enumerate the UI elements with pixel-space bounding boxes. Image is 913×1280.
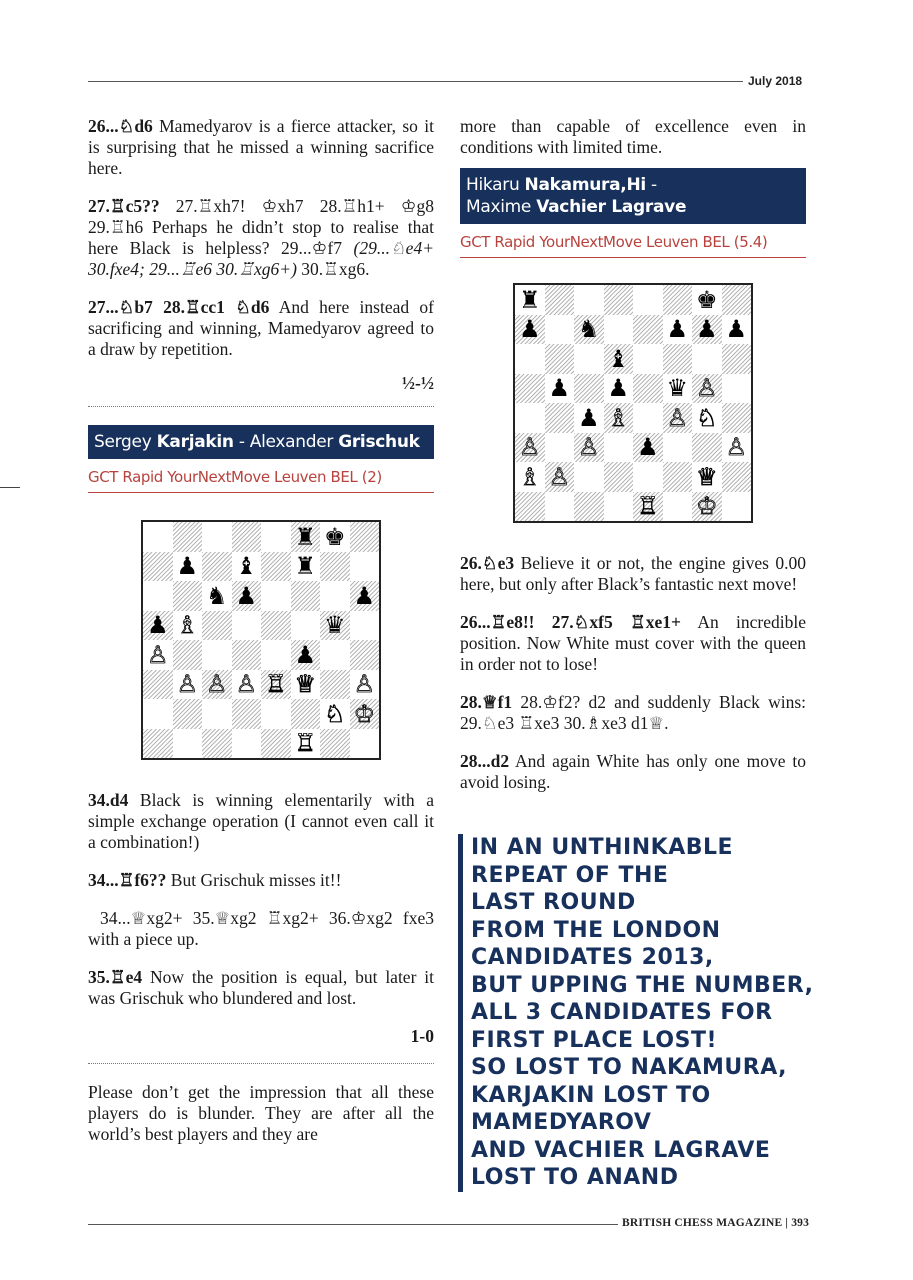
board-square (663, 285, 693, 315)
board-square (604, 433, 634, 463)
board-square (604, 403, 634, 433)
left-column (88, 116, 434, 1162)
board-square (545, 374, 575, 404)
board-square (202, 552, 232, 582)
board-square (320, 699, 350, 729)
board-square (633, 285, 663, 315)
black-pawn-icon: ♟ (176, 552, 198, 581)
pull-quote-line: IN AN UNTHINKABLE (471, 835, 734, 860)
board-square (515, 374, 545, 404)
board-square (574, 315, 604, 345)
dotted-divider (88, 406, 434, 407)
margin-tick (0, 487, 20, 488)
white-knight-icon: ♘ (323, 699, 346, 728)
white-bishop-icon: ♗ (518, 462, 541, 491)
board-square (202, 729, 232, 759)
black-pawn-icon: ♟ (607, 374, 629, 403)
board-square (173, 552, 203, 582)
board-square (722, 403, 752, 433)
black-pawn-icon: ♟ (666, 315, 688, 344)
board-square (232, 552, 262, 582)
board-square (143, 729, 173, 759)
pull-quote-line: AND VACHIER LAGRAVE (471, 1137, 771, 1163)
white-pawn-icon: ♙ (548, 462, 570, 491)
paragraph: 27...♘b7 28.♖cc1 ♘d6 And here instead of sacrificing and winning, Mamedyarov agreed to a draw by repetition. (88, 297, 434, 359)
board-square (261, 522, 291, 552)
board-square (545, 403, 575, 433)
board-square (320, 670, 350, 700)
board-square (320, 729, 350, 759)
board-square (320, 552, 350, 582)
board-square (320, 640, 350, 670)
black-pawn-icon: ♟ (294, 640, 316, 669)
board-square (232, 581, 262, 611)
pull-quote-line: REPEAT OF THE (471, 862, 669, 888)
board-square (291, 640, 321, 670)
board-square (261, 552, 291, 582)
board-square (232, 729, 262, 759)
board-square (722, 462, 752, 492)
right-column (460, 116, 806, 810)
pull-quote-line: LOST TO ANAND (471, 1165, 679, 1190)
game-result: ½-½ (401, 373, 434, 393)
board-square (350, 729, 380, 759)
white-rook-icon: ♖ (294, 729, 316, 758)
black-rook-icon: ♜ (518, 285, 541, 314)
board-square (604, 492, 634, 522)
game-header: Hikaru Nakamura,Hi - Maxime Vachier Lagrave (460, 168, 806, 224)
board-square (515, 433, 545, 463)
board-square (692, 433, 722, 463)
black-queen-icon: ♛ (666, 374, 688, 403)
board-square (350, 670, 380, 700)
board-square (604, 344, 634, 374)
board-square (663, 492, 693, 522)
board-square (232, 522, 262, 552)
paragraph: 34...♕xg2+ 35.♕xg2 ♖xg2+ 36.♔xg2 fxe3 with a piece up. (88, 908, 434, 949)
board-square (692, 315, 722, 345)
pull-quote-line: MAMEDYAROV (471, 1110, 652, 1135)
pull-quote-line: BUT UPPING THE NUMBER, (471, 972, 814, 998)
board-square (173, 522, 203, 552)
board-square (692, 403, 722, 433)
board-square (545, 492, 575, 522)
board-square (261, 640, 291, 670)
board-square (545, 344, 575, 374)
game-event: GCT Rapid YourNextMove Leuven BEL (5.4) (460, 224, 806, 258)
board-square (692, 462, 722, 492)
pull-quote-line: LAST ROUND (471, 890, 636, 915)
board-square (143, 522, 173, 552)
pull-quote-line: FIRST PLACE LOST! (471, 1027, 717, 1053)
board-square (515, 492, 545, 522)
paragraph: 26...♘d6 Mamedyarov is a fierce attacker, so it is surprising that he missed a winning sacrifice here. (88, 116, 434, 178)
board-square (633, 492, 663, 522)
board-square (320, 522, 350, 552)
board-square (574, 462, 604, 492)
white-king-icon: ♔ (695, 492, 718, 521)
board-square (143, 640, 173, 670)
board-square (291, 552, 321, 582)
paragraph: 26...♖e8!! 27.♘xf5 ♖xe1+ An incredible position. Now White must cover with the queen in order not to lose! (460, 612, 807, 674)
board-square (692, 492, 722, 522)
paragraph: 35.♖e4 Now the position is equal, but later it was Grischuk who blundered and lost. (88, 967, 434, 1008)
board-square (350, 640, 380, 670)
chess-board-karjakin-grischuk (141, 520, 381, 760)
pull-quote (458, 834, 816, 1192)
board-square (722, 344, 752, 374)
white-pawn-icon: ♙ (205, 670, 228, 699)
white-pawn-icon: ♙ (176, 670, 198, 699)
board-square (692, 374, 722, 404)
board-square (350, 699, 380, 729)
board-square (722, 492, 752, 522)
paragraph: 27.♖c5?? 27.♖xh7! ♔xh7 28.♖h1+ ♔g8 29.♖h6 Perhaps he didn’t stop to realise that here Black is helpless? 29...♔f7 (29...♘e4+ 30.fxe4; 29...♖e6 30.♖xg6+) 30.♖xg6. (88, 196, 434, 279)
white-bishop-icon: ♗ (176, 611, 198, 640)
board-square (350, 552, 380, 582)
board-square (663, 462, 693, 492)
white-queen-icon: ♕ (294, 670, 316, 699)
board-square (291, 670, 321, 700)
board-square (545, 462, 575, 492)
paragraph: 28.♕f1 28.♔f2? d2 and suddenly Black wins: 29.♘e3 ♖xe3 30.♗xe3 d1♕. (460, 692, 806, 733)
white-pawn-icon: ♙ (518, 433, 541, 462)
board-square (173, 640, 203, 670)
board-square (291, 522, 321, 552)
board-square (143, 699, 173, 729)
game-result: 1-0 (410, 1026, 434, 1046)
board-square (232, 699, 262, 729)
board-square (350, 522, 380, 552)
board-square (692, 285, 722, 315)
board-square (722, 315, 752, 345)
board-square (515, 285, 545, 315)
board-square (173, 581, 203, 611)
black-pawn-icon: ♟ (518, 315, 541, 344)
board-square (202, 611, 232, 641)
black-rook-icon: ♜ (294, 552, 316, 581)
white-pawn-icon: ♙ (235, 670, 257, 699)
board-square (202, 640, 232, 670)
white-king-icon: ♔ (353, 699, 375, 728)
board-square (291, 699, 321, 729)
board-square (633, 315, 663, 345)
board-square (202, 522, 232, 552)
black-queen-icon: ♛ (323, 611, 346, 640)
board-square (173, 611, 203, 641)
black-pawn-icon: ♟ (146, 611, 169, 640)
paragraph: 26.♘e3 Believe it or not, the engine gives 0.00 here, but only after Black’s fantastic next move! (460, 553, 806, 594)
board-square (202, 581, 232, 611)
header-rule (88, 81, 743, 82)
white-pawn-icon: ♙ (577, 433, 600, 462)
white-rook-icon: ♖ (636, 492, 659, 521)
board-square (574, 374, 604, 404)
board-square (633, 403, 663, 433)
board-square (633, 374, 663, 404)
paragraph: 34...♖f6?? But Grischuk misses it!! (88, 870, 342, 890)
black-bishop-icon: ♝ (235, 552, 257, 581)
board-square (291, 729, 321, 759)
paragraph: 28...d2 And again White has only one move to avoid losing. (460, 751, 806, 792)
black-pawn-icon: ♟ (577, 403, 600, 432)
footer-rule (88, 1224, 618, 1225)
paragraph: 34.d4 Black is winning elementarily with a simple exchange operation (I cannot even call it a combination!) (88, 790, 434, 852)
black-pawn-icon: ♟ (725, 315, 747, 344)
board-square (173, 699, 203, 729)
dotted-divider (88, 1063, 434, 1064)
paragraph: Please don’t get the impression that all these players do is blunder. They are after all the world’s best players and they are (88, 1082, 434, 1144)
board-square (261, 611, 291, 641)
board-square (232, 611, 262, 641)
board-square (722, 433, 752, 463)
white-pawn-icon: ♙ (695, 374, 718, 403)
white-pawn-icon: ♙ (666, 403, 688, 432)
board-square (261, 670, 291, 700)
game-header: Sergey Karjakin - Alexander Grischuk (88, 425, 434, 459)
board-square (515, 315, 545, 345)
board-square (604, 462, 634, 492)
board-square (143, 611, 173, 641)
page-footer: BRITISH CHESS MAGAZINE | 393 (622, 1217, 810, 1229)
board-square (320, 611, 350, 641)
pull-quote-line: SO LOST TO NAKAMURA, (471, 1055, 788, 1080)
board-square (350, 611, 380, 641)
board-square (633, 433, 663, 463)
board-square (604, 285, 634, 315)
board-square (545, 315, 575, 345)
board-square (143, 581, 173, 611)
board-square (515, 462, 545, 492)
board-square (261, 581, 291, 611)
board-square (663, 374, 693, 404)
board-square (173, 670, 203, 700)
board-square (291, 611, 321, 641)
board-square (722, 285, 752, 315)
board-square (692, 344, 722, 374)
board-square (604, 315, 634, 345)
black-knight-icon: ♞ (577, 315, 600, 344)
black-knight-icon: ♞ (205, 581, 228, 610)
white-queen-icon: ♕ (695, 462, 718, 491)
pull-quote-line: KARJAKIN LOST TO (471, 1082, 711, 1108)
pull-quote-line: ALL 3 CANDIDATES FOR (471, 1000, 773, 1025)
board-square (515, 403, 545, 433)
board-square (232, 640, 262, 670)
black-king-icon: ♚ (323, 522, 346, 551)
board-square (143, 670, 173, 700)
white-pawn-icon: ♙ (146, 640, 169, 669)
board-square (232, 670, 262, 700)
black-king-icon: ♚ (695, 285, 718, 314)
board-square (320, 581, 350, 611)
chess-board-nakamura-vachier (513, 283, 753, 523)
board-square (515, 344, 545, 374)
board-square (663, 433, 693, 463)
paragraph: more than capable of excellence even in conditions with limited time. (460, 116, 806, 157)
board-square (545, 433, 575, 463)
board-square (574, 433, 604, 463)
black-pawn-icon: ♟ (695, 315, 718, 344)
white-pawn-icon: ♙ (725, 433, 747, 462)
board-square (173, 729, 203, 759)
board-square (574, 344, 604, 374)
board-square (143, 552, 173, 582)
board-square (663, 403, 693, 433)
white-pawn-icon: ♙ (353, 670, 375, 699)
board-square (291, 581, 321, 611)
game-event: GCT Rapid YourNextMove Leuven BEL (2) (88, 459, 434, 493)
black-pawn-icon: ♟ (235, 581, 257, 610)
black-bishop-icon: ♝ (607, 344, 629, 373)
issue-date: July 2018 (748, 74, 803, 88)
black-rook-icon: ♜ (294, 522, 316, 551)
white-rook-icon: ♖ (264, 670, 287, 699)
board-grid (515, 285, 751, 521)
board-square (202, 699, 232, 729)
board-square (261, 729, 291, 759)
board-square (722, 374, 752, 404)
board-square (350, 581, 380, 611)
board-square (663, 315, 693, 345)
board-square (604, 374, 634, 404)
board-square (574, 403, 604, 433)
black-pawn-icon: ♟ (353, 581, 375, 610)
board-square (574, 492, 604, 522)
board-square (545, 285, 575, 315)
black-pawn-icon: ♟ (636, 433, 659, 462)
board-square (633, 344, 663, 374)
board-square (574, 285, 604, 315)
board-grid (143, 522, 379, 758)
board-square (261, 699, 291, 729)
black-pawn-icon: ♟ (548, 374, 570, 403)
pull-quote-line: FROM THE LONDON (471, 917, 721, 943)
board-square (202, 670, 232, 700)
board-square (663, 344, 693, 374)
board-square (633, 462, 663, 492)
white-knight-icon: ♘ (695, 403, 718, 432)
pull-quote-line: CANDIDATES 2013, (471, 945, 714, 970)
white-bishop-icon: ♗ (607, 403, 629, 432)
